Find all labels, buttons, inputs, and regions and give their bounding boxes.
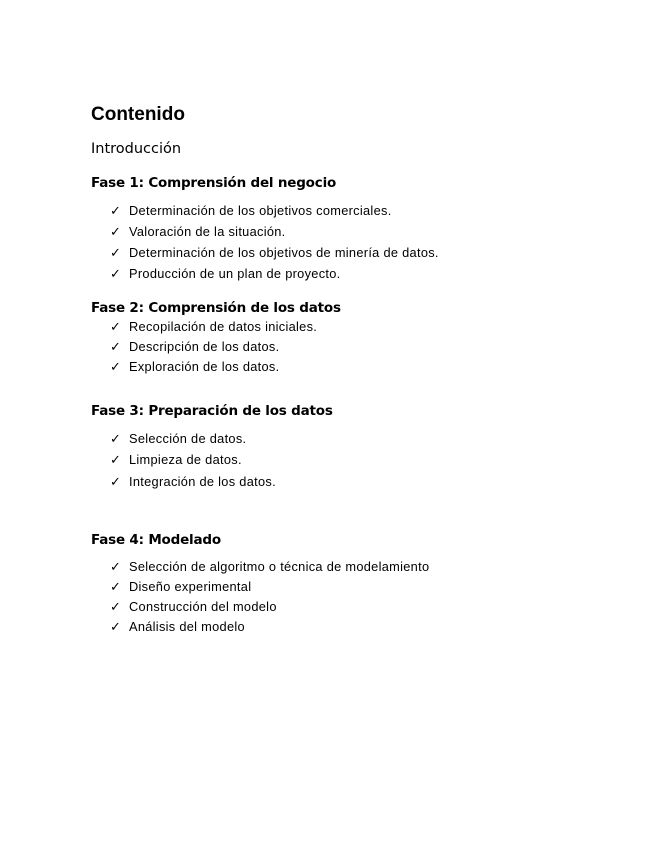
phase-1-heading: Fase 1: Comprensión del negocio bbox=[91, 175, 337, 191]
phase-4-heading: Fase 4: Modelado bbox=[91, 532, 221, 548]
list-item bbox=[110, 359, 317, 379]
check-icon: ✓ bbox=[110, 320, 122, 335]
check-icon: ✓ bbox=[110, 560, 122, 575]
list-item bbox=[110, 559, 429, 579]
list-item-label: Análisis del modelo bbox=[129, 619, 245, 634]
list-item-label: Producción de un plan de proyecto. bbox=[129, 266, 341, 281]
list-item-label: Diseño experimental bbox=[129, 579, 252, 594]
check-icon: ✓ bbox=[110, 432, 122, 447]
toc-entry-introduction: Introducción bbox=[91, 141, 182, 157]
list-item bbox=[110, 579, 429, 599]
list-item-label: Selección de datos. bbox=[129, 431, 247, 446]
list-item-label: Determinación de los objetivos comerciales. bbox=[129, 203, 392, 218]
list-item bbox=[110, 319, 317, 339]
list-item-label: Determinación de los objetivos de minería de datos. bbox=[129, 245, 439, 260]
list-item bbox=[110, 203, 439, 224]
toc-title: Contenido bbox=[91, 104, 185, 125]
check-icon: ✓ bbox=[110, 246, 122, 261]
check-icon: ✓ bbox=[110, 360, 122, 375]
check-icon: ✓ bbox=[110, 475, 122, 490]
list-item bbox=[110, 474, 276, 495]
check-icon: ✓ bbox=[110, 204, 122, 219]
phase-4-list bbox=[110, 559, 429, 639]
list-item-label: Limpieza de datos. bbox=[129, 452, 242, 467]
list-item bbox=[110, 452, 276, 474]
list-item bbox=[110, 245, 439, 266]
phase-3-heading: Fase 3: Preparación de los datos bbox=[91, 403, 333, 419]
check-icon: ✓ bbox=[110, 340, 122, 355]
list-item-label: Construcción del modelo bbox=[129, 599, 277, 614]
phase-2-list bbox=[110, 319, 317, 379]
list-item bbox=[110, 431, 276, 452]
phase-3-list bbox=[110, 431, 276, 495]
list-item-label: Integración de los datos. bbox=[129, 474, 276, 489]
list-item bbox=[110, 224, 439, 245]
check-icon: ✓ bbox=[110, 267, 122, 282]
list-item-label: Selección de algoritmo o técnica de modelamiento bbox=[129, 559, 430, 574]
list-item-label: Descripción de los datos. bbox=[129, 339, 280, 354]
check-icon: ✓ bbox=[110, 580, 122, 595]
check-icon: ✓ bbox=[110, 225, 122, 240]
list-item bbox=[110, 619, 429, 639]
list-item-label: Valoración de la situación. bbox=[129, 224, 286, 239]
list-item bbox=[110, 339, 317, 359]
check-icon: ✓ bbox=[110, 453, 122, 468]
list-item bbox=[110, 599, 429, 619]
phase-2-heading: Fase 2: Comprensión de los datos bbox=[91, 300, 341, 316]
check-icon: ✓ bbox=[110, 600, 122, 615]
list-item bbox=[110, 266, 439, 287]
check-icon: ✓ bbox=[110, 620, 122, 635]
phase-1-list bbox=[110, 203, 439, 287]
list-item-label: Recopilación de datos iniciales. bbox=[129, 319, 318, 334]
list-item-label: Exploración de los datos. bbox=[129, 359, 280, 374]
